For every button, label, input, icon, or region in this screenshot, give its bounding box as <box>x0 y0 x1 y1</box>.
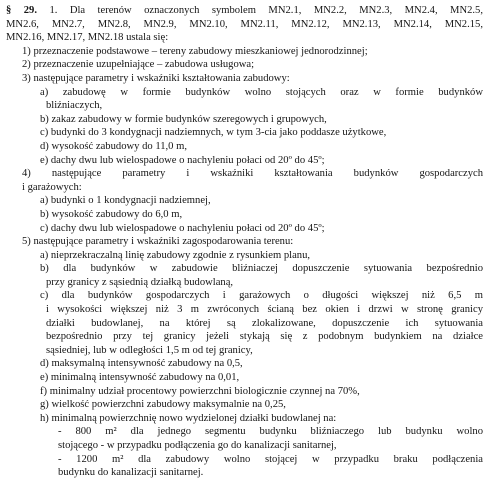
item-5h-2-line-1: - 1200 m² dla zabudowy wolno stojącej w przypadku braku podłączenia <box>58 453 483 465</box>
item-5d: d) maksymalną intensywność zabudowy na 0,5, <box>40 358 243 370</box>
item-5f: f) minimalny udział procentowy powierzchni biologicznie czynnej na 70%, <box>40 385 360 397</box>
item-5h-1-line-1: - 800 m² dla jednego segmentu budynku bliźniaczego lub budynku wolno <box>58 426 483 438</box>
item-5c-line-5: sąsiedniej, lub w odległości 1,5 m od tej granicy, <box>46 344 253 356</box>
item-5c-line-3: działki budowlanej, na której są zlokalizowane, dopuszczenie ich sytuowania <box>46 317 483 329</box>
paragraph-mark: § 29. <box>6 5 37 16</box>
item-5g: g) wielkość powierzchni zabudowy maksymalnie na 0,25, <box>40 399 286 411</box>
item-5b-line-2: przy granicy z sąsiednią działką budowlaną, <box>46 276 234 288</box>
item-5h-2-line-2: budynku do kanalizacji sanitarnej. <box>58 467 204 479</box>
item-3a-line-1: a) zabudowę w formie budynków wolno stojących oraz w formie budynków <box>40 86 483 98</box>
item-3d: d) wysokość zabudowy do 11,0 m, <box>40 140 188 152</box>
item-3b: b) zakaz zabudowy w formie budynków szeregowych i grupowych, <box>40 113 327 125</box>
item-4-line-2: i garażowych: <box>22 181 82 193</box>
item-1: 1) przeznaczenie podstawowe – tereny zabudowy mieszkaniowej jednorodzinnej; <box>22 45 368 57</box>
paragraph-intro-text-1: 1. Dla terenów oznaczonych symbolem MN2.1, MN2.2, MN2.3, MN2.4, MN2.5, <box>49 5 484 16</box>
item-4-line-1: 4) następujące parametry i wskaźniki kształtowania budynków gospodarczych <box>22 168 483 180</box>
paragraph-intro-line-2: MN2.6, MN2.7, MN2.8, MN2.9, MN2.10, MN2.11, MN2.12, MN2.13, MN2.14, MN2.15, <box>6 18 483 30</box>
item-5c-line-4: bezpośrednio przy tej granicy jeżeli stykają się z podobnym budynkiem na działce <box>46 331 483 343</box>
item-5c-line-2: i wysokości większej niż 3 m zwróconych ścianą bez okien i drzwi w stronę granicy <box>46 304 483 316</box>
item-5e: e) minimalną intensywność zabudowy na 0,01, <box>40 372 240 384</box>
item-5b-line-1: b) dla budynków w zabudowie bliźniaczej dopuszczenie sytuowania bezpośrednio <box>40 263 483 275</box>
item-4b: b) wysokość zabudowy do 6,0 m, <box>40 208 183 220</box>
item-5h-1-line-2: stojącego - w przypadku podłączenia go do kanalizacji sanitarnej, <box>58 440 337 451</box>
item-2: 2) przeznaczenie uzupełniające – zabudowa usługowa; <box>22 59 255 71</box>
item-4c: c) dachy dwu lub wielospadowe o nachyleniu połaci od 20º do 45º; <box>40 222 325 234</box>
paragraph-intro-line-1 <box>6 4 483 18</box>
item-5: 5) następujące parametry i wskaźniki zagospodarowania terenu: <box>22 236 294 248</box>
item-5h: h) minimalną powierzchnię nowo wydzielonej działki budowlanej na: <box>40 412 337 424</box>
item-3a-line-2: bliźniaczych, <box>46 100 103 112</box>
paragraph-intro-line-3: MN2.16, MN2.17, MN2.18 ustala się: <box>6 32 169 44</box>
item-5a: a) nieprzekraczalną linię zabudowy zgodnie z rysunkiem planu, <box>40 249 311 261</box>
item-4a: a) budynki o 1 kondygnacji nadziemnej, <box>40 195 211 207</box>
item-3c: c) budynki do 3 kondygnacji nadziemnych, w tym 3-cia jako poddasze użytkowe, <box>40 127 387 139</box>
item-3: 3) następujące parametry i wskaźniki kształtowania zabudowy: <box>22 72 290 84</box>
item-3e: e) dachy dwu lub wielospadowe o nachyleniu połaci od 20º do 45º; <box>40 154 325 166</box>
item-5c-line-1: c) dla budynków gospodarczych i garażowych o długości większej niż 6,5 m <box>40 290 483 302</box>
